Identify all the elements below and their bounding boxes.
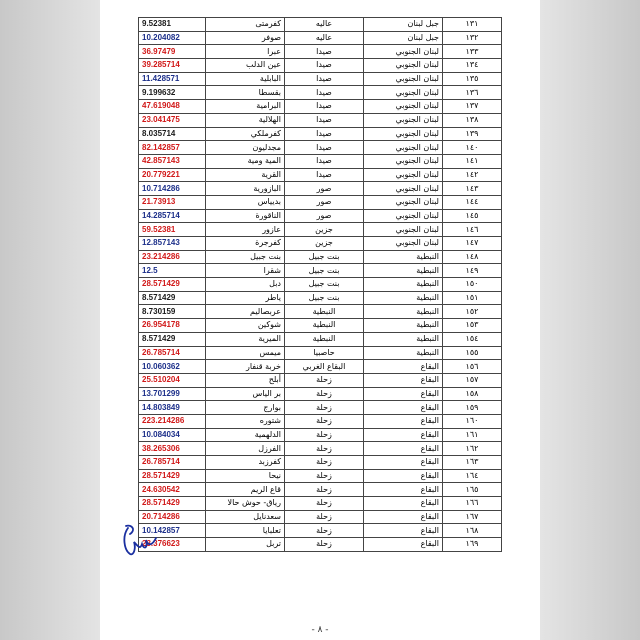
document-page	[100, 0, 540, 640]
town-cell: شوكين	[206, 319, 285, 333]
table-row	[139, 45, 502, 59]
caza-cell: صيدا	[285, 45, 364, 59]
mohafaza-cell: البقاع	[364, 538, 443, 552]
town-cell: صوفر	[206, 31, 285, 45]
row-number-cell: ١٥٤	[443, 332, 502, 346]
caza-cell: صيدا	[285, 100, 364, 114]
row-number-cell: ١٣٢	[443, 31, 502, 45]
row-number-cell: ١٥٢	[443, 305, 502, 319]
value-cell: 26.785714	[139, 346, 206, 360]
value-cell: 20.779221	[139, 168, 206, 182]
town-cell: شتوره	[206, 414, 285, 428]
town-cell: عين الدلب	[206, 59, 285, 73]
row-number-cell: ١٣١	[443, 18, 502, 32]
value-cell: 23.041475	[139, 113, 206, 127]
town-cell: ياطر	[206, 291, 285, 305]
mohafaza-cell: البقاع	[364, 524, 443, 538]
table-row	[139, 483, 502, 497]
table-row	[139, 538, 502, 552]
caza-cell: بنت جبيل	[285, 278, 364, 292]
value-cell: 28.571429	[139, 469, 206, 483]
mohafaza-cell: البقاع	[364, 442, 443, 456]
row-number-cell: ١٦٥	[443, 483, 502, 497]
table-row	[139, 31, 502, 45]
town-cell: سعدنايل	[206, 510, 285, 524]
town-cell: ميمس	[206, 346, 285, 360]
table-row	[139, 456, 502, 470]
page-number: - ٨ -	[311, 625, 329, 635]
table-row	[139, 237, 502, 251]
caza-cell: النبطية	[285, 305, 364, 319]
caza-cell: صيدا	[285, 141, 364, 155]
value-cell: 14.285714	[139, 209, 206, 223]
town-cell: بقسطا	[206, 86, 285, 100]
town-cell: قاع الريم	[206, 483, 285, 497]
row-number-cell: ١٤٩	[443, 264, 502, 278]
table-row	[139, 59, 502, 73]
table-row	[139, 195, 502, 209]
value-cell: 9.52381	[139, 18, 206, 32]
town-cell: كفرمتى	[206, 18, 285, 32]
caza-cell: زحلة	[285, 387, 364, 401]
caza-cell: النبطية	[285, 332, 364, 346]
town-cell: البرامية	[206, 100, 285, 114]
caza-cell: زحلة	[285, 373, 364, 387]
row-number-cell: ١٤٥	[443, 209, 502, 223]
value-cell: 59.52381	[139, 223, 206, 237]
caza-cell: صور	[285, 209, 364, 223]
mohafaza-cell: البقاع	[364, 483, 443, 497]
table-row	[139, 305, 502, 319]
table-row	[139, 291, 502, 305]
town-cell: نيحا	[206, 469, 285, 483]
caza-cell: صور	[285, 195, 364, 209]
caza-cell: صيدا	[285, 113, 364, 127]
caza-cell: زحلة	[285, 456, 364, 470]
table-row	[139, 428, 502, 442]
mohafaza-cell: لبنان الجنوبي	[364, 195, 443, 209]
value-cell: 12.857143	[139, 237, 206, 251]
row-number-cell: ١٤١	[443, 154, 502, 168]
mohafaza-cell: النبطية	[364, 346, 443, 360]
mohafaza-cell: النبطية	[364, 305, 443, 319]
table-row	[139, 127, 502, 141]
caza-cell: النبطية	[285, 319, 364, 333]
mohafaza-cell: لبنان الجنوبي	[364, 223, 443, 237]
mohafaza-cell: جبل لبنان	[364, 31, 443, 45]
value-cell: 8.571429	[139, 291, 206, 305]
caza-cell: البقاع الغربي	[285, 360, 364, 374]
value-cell: 39.285714	[139, 59, 206, 73]
mohafaza-cell: النبطية	[364, 319, 443, 333]
row-number-cell: ١٥٧	[443, 373, 502, 387]
value-cell: 10.142857	[139, 524, 206, 538]
mohafaza-cell: البقاع	[364, 497, 443, 511]
caza-cell: صيدا	[285, 72, 364, 86]
table-row	[139, 168, 502, 182]
town-cell: تربل	[206, 538, 285, 552]
row-number-cell: ١٦٣	[443, 456, 502, 470]
town-cell: بديياس	[206, 195, 285, 209]
caza-cell: جزين	[285, 223, 364, 237]
town-cell: كفرزبد	[206, 456, 285, 470]
caza-cell: صيدا	[285, 59, 364, 73]
mohafaza-cell: لبنان الجنوبي	[364, 141, 443, 155]
value-cell: 223.214286	[139, 414, 206, 428]
mohafaza-cell: البقاع	[364, 360, 443, 374]
caza-cell: زحلة	[285, 510, 364, 524]
row-number-cell: ١٥١	[443, 291, 502, 305]
table-row	[139, 497, 502, 511]
value-cell: 8.571429	[139, 332, 206, 346]
caza-cell: زحلة	[285, 538, 364, 552]
value-cell: 38.265306	[139, 442, 206, 456]
row-number-cell: ١٥٦	[443, 360, 502, 374]
row-number-cell: ١٣٧	[443, 100, 502, 114]
table-row	[139, 18, 502, 32]
town-cell: الميرية	[206, 332, 285, 346]
table-row	[139, 524, 502, 538]
town-cell: تعلبايا	[206, 524, 285, 538]
town-cell: الهلالية	[206, 113, 285, 127]
value-cell: 10.714286	[139, 182, 206, 196]
row-number-cell: ١٤٧	[443, 237, 502, 251]
value-cell: 82.142857	[139, 141, 206, 155]
value-cell: 8.035714	[139, 127, 206, 141]
town-cell: كفرملكي	[206, 127, 285, 141]
town-cell: عبرا	[206, 45, 285, 59]
town-cell: خربة قنفار	[206, 360, 285, 374]
town-cell: بنت جبيل	[206, 250, 285, 264]
caza-cell: حاصبيا	[285, 346, 364, 360]
value-cell: 47.619048	[139, 100, 206, 114]
mohafaza-cell: لبنان الجنوبي	[364, 113, 443, 127]
table-row	[139, 223, 502, 237]
handwritten-signature-icon	[118, 520, 160, 560]
value-cell: 8.730159	[139, 305, 206, 319]
table-row	[139, 469, 502, 483]
caza-cell: زحلة	[285, 497, 364, 511]
value-cell: 42.857143	[139, 154, 206, 168]
table-row	[139, 250, 502, 264]
value-cell: 10.060362	[139, 360, 206, 374]
value-cell: 24.630542	[139, 483, 206, 497]
row-number-cell: ١٦١	[443, 428, 502, 442]
value-cell: 23.214286	[139, 250, 206, 264]
value-cell: 13.701299	[139, 387, 206, 401]
table-row	[139, 373, 502, 387]
caza-cell: صيدا	[285, 154, 364, 168]
mohafaza-cell: البقاع	[364, 401, 443, 415]
town-cell: عربصاليم	[206, 305, 285, 319]
row-number-cell: ١٤٢	[443, 168, 502, 182]
town-cell: رياق- حوش حالا	[206, 497, 285, 511]
town-cell: الناقورة	[206, 209, 285, 223]
mohafaza-cell: النبطية	[364, 291, 443, 305]
row-number-cell: ١٥٠	[443, 278, 502, 292]
municipality-table	[138, 17, 502, 552]
caza-cell: زحلة	[285, 442, 364, 456]
mohafaza-cell: النبطية	[364, 250, 443, 264]
value-cell: 28.571429	[139, 497, 206, 511]
row-number-cell: ١٣٨	[443, 113, 502, 127]
table-row	[139, 264, 502, 278]
row-number-cell: ١٦٦	[443, 497, 502, 511]
town-cell: القرية	[206, 168, 285, 182]
blurred-margin-left	[0, 0, 100, 640]
row-number-cell: ١٦٧	[443, 510, 502, 524]
caza-cell: زحلة	[285, 428, 364, 442]
table-row	[139, 100, 502, 114]
row-number-cell: ١٤٤	[443, 195, 502, 209]
value-cell: 20.714286	[139, 510, 206, 524]
value-cell: 10.084034	[139, 428, 206, 442]
row-number-cell: ١٥٣	[443, 319, 502, 333]
row-number-cell: ١٣٥	[443, 72, 502, 86]
mohafaza-cell: النبطية	[364, 332, 443, 346]
value-cell: 23.376623	[139, 538, 206, 552]
caza-cell: صور	[285, 182, 364, 196]
town-cell: البازورية	[206, 182, 285, 196]
caza-cell: زحلة	[285, 524, 364, 538]
town-cell: الفرزل	[206, 442, 285, 456]
table-row	[139, 414, 502, 428]
table-row	[139, 86, 502, 100]
mohafaza-cell: النبطية	[364, 278, 443, 292]
value-cell: 26.785714	[139, 456, 206, 470]
value-cell: 12.5	[139, 264, 206, 278]
town-cell: دبل	[206, 278, 285, 292]
value-cell: 21.73913	[139, 195, 206, 209]
town-cell: أبلح	[206, 373, 285, 387]
table-row	[139, 442, 502, 456]
town-cell: مجدليون	[206, 141, 285, 155]
town-cell: بوارج	[206, 401, 285, 415]
mohafaza-cell: لبنان الجنوبي	[364, 237, 443, 251]
caza-cell: زحلة	[285, 483, 364, 497]
row-number-cell: ١٦٢	[443, 442, 502, 456]
mohafaza-cell: لبنان الجنوبي	[364, 45, 443, 59]
value-cell: 9.199632	[139, 86, 206, 100]
mohafaza-cell: لبنان الجنوبي	[364, 182, 443, 196]
table-row	[139, 510, 502, 524]
caza-cell: زحلة	[285, 414, 364, 428]
caza-cell: بنت جبيل	[285, 250, 364, 264]
caza-cell: عاليه	[285, 18, 364, 32]
mohafaza-cell: البقاع	[364, 456, 443, 470]
caza-cell: بنت جبيل	[285, 264, 364, 278]
value-cell: 28.571429	[139, 278, 206, 292]
mohafaza-cell: لبنان الجنوبي	[364, 168, 443, 182]
row-number-cell: ١٣٦	[443, 86, 502, 100]
row-number-cell: ١٤٣	[443, 182, 502, 196]
caza-cell: صيدا	[285, 86, 364, 100]
caza-cell: عاليه	[285, 31, 364, 45]
table-row	[139, 401, 502, 415]
mohafaza-cell: لبنان الجنوبي	[364, 100, 443, 114]
value-cell: 36.97479	[139, 45, 206, 59]
table-row	[139, 387, 502, 401]
town-cell: الدلهمية	[206, 428, 285, 442]
caza-cell: صيدا	[285, 168, 364, 182]
table-row	[139, 182, 502, 196]
table-row	[139, 278, 502, 292]
mohafaza-cell: البقاع	[364, 373, 443, 387]
caza-cell: بنت جبيل	[285, 291, 364, 305]
mohafaza-cell: النبطية	[364, 264, 443, 278]
blurred-margin-right	[540, 0, 640, 640]
row-number-cell: ١٣٤	[443, 59, 502, 73]
table-row	[139, 209, 502, 223]
mohafaza-cell: لبنان الجنوبي	[364, 72, 443, 86]
value-cell: 26.954178	[139, 319, 206, 333]
mohafaza-cell: لبنان الجنوبي	[364, 86, 443, 100]
mohafaza-cell: البقاع	[364, 510, 443, 524]
row-number-cell: ١٤٦	[443, 223, 502, 237]
row-number-cell: ١٣٩	[443, 127, 502, 141]
row-number-cell: ١٥٩	[443, 401, 502, 415]
row-number-cell: ١٥٨	[443, 387, 502, 401]
table-row	[139, 141, 502, 155]
table-row	[139, 360, 502, 374]
row-number-cell: ١٥٥	[443, 346, 502, 360]
mohafaza-cell: لبنان الجنوبي	[364, 59, 443, 73]
row-number-cell: ١٦٠	[443, 414, 502, 428]
caza-cell: صيدا	[285, 127, 364, 141]
mohafaza-cell: لبنان الجنوبي	[364, 127, 443, 141]
mohafaza-cell: البقاع	[364, 428, 443, 442]
value-cell: 10.204082	[139, 31, 206, 45]
value-cell: 14.803849	[139, 401, 206, 415]
row-number-cell: ١٦٤	[443, 469, 502, 483]
town-cell: شقرا	[206, 264, 285, 278]
mohafaza-cell: البقاع	[364, 469, 443, 483]
town-cell: المية ومية	[206, 154, 285, 168]
table-row	[139, 319, 502, 333]
town-cell: عازور	[206, 223, 285, 237]
row-number-cell: ١٦٩	[443, 538, 502, 552]
caza-cell: جزين	[285, 237, 364, 251]
mohafaza-cell: البقاع	[364, 387, 443, 401]
mohafaza-cell: لبنان الجنوبي	[364, 154, 443, 168]
row-number-cell: ١٦٨	[443, 524, 502, 538]
row-number-cell: ١٣٣	[443, 45, 502, 59]
value-cell: 25.510204	[139, 373, 206, 387]
table-row	[139, 72, 502, 86]
town-cell: كفرجرة	[206, 237, 285, 251]
value-cell: 11.428571	[139, 72, 206, 86]
table-row	[139, 346, 502, 360]
mohafaza-cell: البقاع	[364, 414, 443, 428]
caza-cell: زحلة	[285, 469, 364, 483]
table-row	[139, 113, 502, 127]
mohafaza-cell: لبنان الجنوبي	[364, 209, 443, 223]
table-body	[139, 18, 502, 552]
row-number-cell: ١٤٠	[443, 141, 502, 155]
town-cell: البابلية	[206, 72, 285, 86]
table-row	[139, 154, 502, 168]
row-number-cell: ١٤٨	[443, 250, 502, 264]
table-row	[139, 332, 502, 346]
town-cell: بر الياس	[206, 387, 285, 401]
mohafaza-cell: جبل لبنان	[364, 18, 443, 32]
caza-cell: زحلة	[285, 401, 364, 415]
